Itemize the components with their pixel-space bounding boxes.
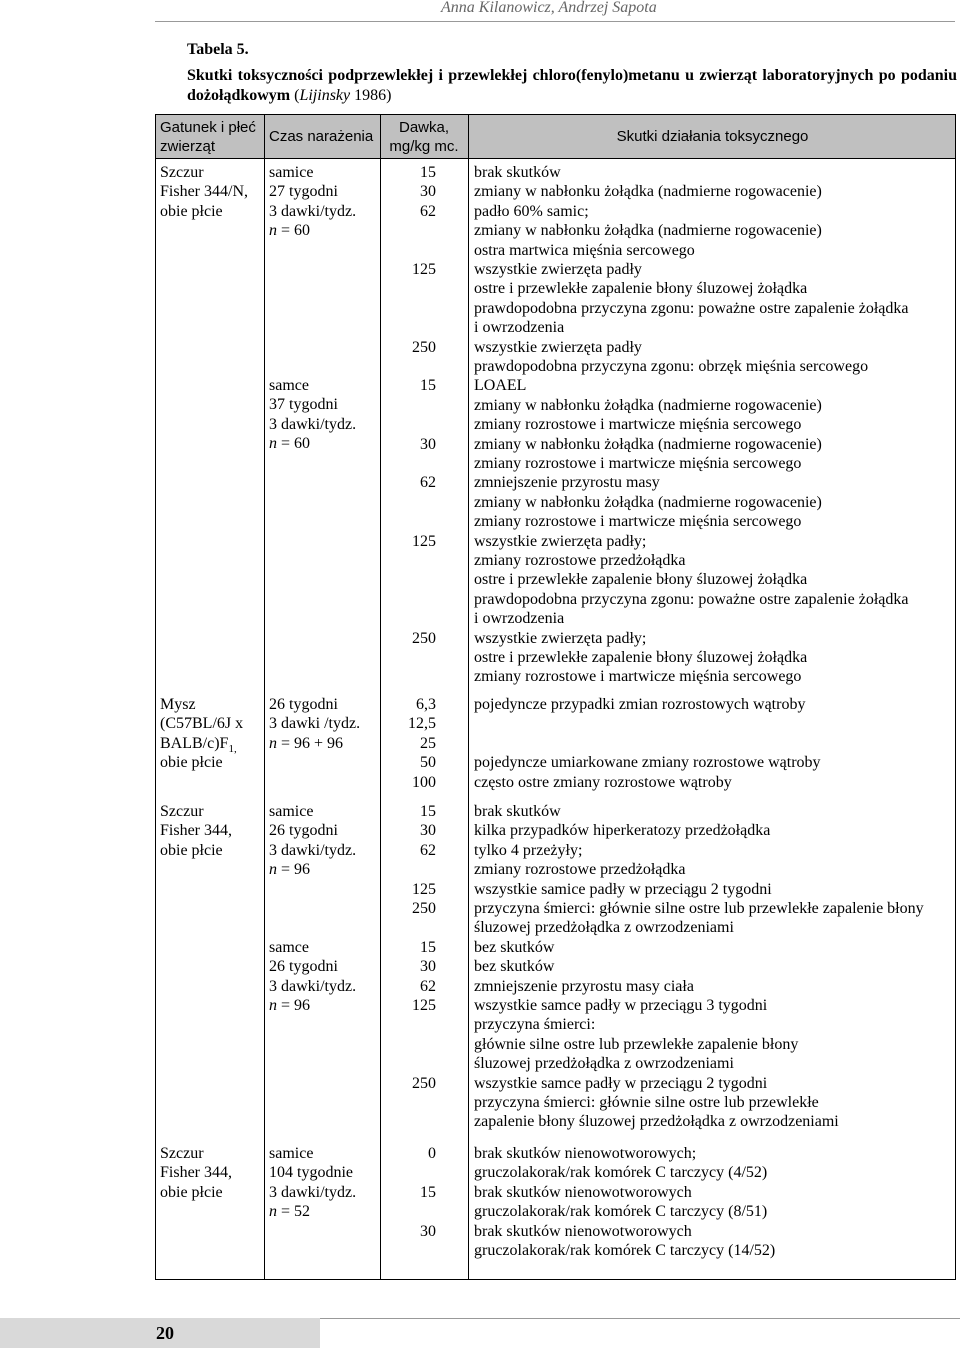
table-label: Tabela 5. [187,41,249,58]
dose-value: 100 [412,773,436,791]
exposure-line: 27 tygodni [269,183,338,201]
dose-value: 15 [420,164,436,181]
species-line: Fisher 344/N, [160,183,248,201]
dose-value: 6,3 [416,696,436,713]
species-cell [160,802,232,860]
species-cell [160,1144,232,1202]
effect-text: przyczyna śmierci: głównie silne ostre lub przewlekłe zapalenie błony [474,900,924,917]
species-line: obie płcie [160,841,223,859]
effect-text: zmiany w nabłonku żołądka (nadmierne rogowacenie) [474,435,822,453]
dose-value: 62 [420,977,436,995]
dose-value: 125 [412,261,436,278]
effect-text: i owrzodzenia [474,319,565,337]
effect-text: wszystkie zwierzęta padły; [474,629,647,647]
dose-value: 250 [412,900,436,917]
effect-text: ostre i przewlekłe zapalenie błony śluzowej żołądka [474,280,808,298]
effect-text: zmiany rozrostowe i martwicze mięśnia sercowego [474,455,802,472]
effect-text: prawdopodobna przyczyna zgonu: poważne ostre zapalenie żołądka [474,590,909,608]
header-species [160,115,264,158]
exposure-line: 104 tygodnie [269,1164,353,1182]
effect-text: tylko 4 przeżyły; [474,841,583,859]
dose-value: 30 [420,958,436,976]
effect-text: bez skutków [474,958,555,976]
exposure-line: 3 dawki /tydz. [269,715,361,733]
table-header-row [156,115,955,159]
species-line: Fisher 344, [160,822,232,840]
exposure-line: n = 60 [269,435,311,453]
species-line: obie płcie [160,202,223,220]
species-line: (C57BL/6J x [160,715,244,733]
exposure-line: samice [269,803,314,820]
exposure-line: samice [269,1145,314,1162]
effect-text: ostra martwica mięśnia sercowego [474,241,695,259]
effect-text: brak skutków nienowotworowych; [474,1145,697,1162]
dose-value: 125 [412,880,436,898]
effect-text: gruczolakorak/rak komórek C tarczycy (14/52) [474,1242,776,1259]
effect-text: przyczyna śmierci: [474,1016,596,1034]
exposure-line: n = 52 [269,1203,311,1221]
effect-text: głównie silne ostre lub przewlekłe zapalenie błony [474,1035,799,1053]
effect-text: zmiany rozrostowe przedżołądka [474,552,686,569]
effect-text: zmiany w nabłonku żołądka (nadmierne rogowacenie) [474,183,822,201]
dose-value: 15 [420,938,436,956]
effect-text: wszystkie zwierzęta padły [474,338,642,356]
effect-text: ostre i przewlekłe zapalenie błony śluzowej żołądka [474,649,808,666]
dose-value: 0 [428,1145,436,1162]
dose-value: 250 [412,1074,436,1092]
effect-text: często ostre zmiany rozrostowe wątroby [474,773,732,791]
footer-rule [320,1318,960,1319]
effect-text: zmiany rozrostowe i martwicze mięśnia sercowego [474,416,802,434]
header-dose [380,115,468,158]
table-source-year: 1986 [354,87,387,104]
exposure-line: n = 96 [269,861,311,879]
exposure-line: samce [269,939,309,956]
effect-text: zmiany rozrostowe i martwicze mięśnia sercowego [474,513,802,531]
dose-value: 12,5 [408,715,436,733]
exposure-line: 3 dawki/tydz. [269,415,357,433]
exposure-cell [269,938,356,1016]
exposure-cell [269,1144,356,1222]
running-header-author: Anna Kilanowicz, Andrzej Sapota [441,0,657,16]
effect-text: wszystkie zwierzęta padły [474,261,642,278]
exposure-line: n = 96 [269,997,311,1015]
exposure-cell [269,695,360,753]
column-divider [264,115,265,1279]
dose-value: 250 [412,629,436,647]
header-exposure-time: Czas narażenia [269,128,374,145]
exposure-line: 3 dawki/tydz. [269,977,357,995]
exposure-cell [269,163,356,241]
effect-text: zmiany w nabłonku żołądka (nadmierne rogowacenie) [474,396,822,414]
exposure-line: 3 dawki/tydz. [269,202,357,220]
dose-value: 62 [420,841,436,859]
dose-value: 15 [420,377,436,395]
effect-text: brak skutków [474,803,561,820]
header-species-line2: zwierząt [160,137,216,155]
table-source: (Lijinsky 1986) [294,87,392,104]
exposure-line: n = 96 + 96 [269,734,344,752]
dose-value: 15 [420,803,436,820]
species-line: Mysz [160,696,196,713]
species-line: Fisher 344, [160,1164,232,1182]
exposure-line: 37 tygodni [269,396,338,414]
dose-value: 50 [420,754,436,772]
exposure-line: 3 dawki/tydz. [269,841,357,859]
header-species-line1: Gatunek i płeć [160,118,256,136]
dose-value: 30 [420,183,436,201]
effect-text: brak skutków nienowotworowych [474,1183,692,1201]
header-dose-line2: mg/kg mc. [389,137,459,155]
header-effects: Skutki działania toksycznego [616,128,809,145]
effect-text: pojedyncze przypadki zmian rozrostowych wątroby [474,696,806,713]
dose-value: 25 [420,734,436,752]
exposure-line: 26 tygodni [269,696,338,713]
effect-text: brak skutków [474,164,561,181]
effect-text: gruczolakorak/rak komórek C tarczycy (4/52) [474,1164,768,1182]
effect-text: zmiany w nabłonku żołądka (nadmierne rogowacenie) [474,222,822,240]
effect-text: wszystkie samice padły w przeciągu 2 tygodni [474,880,772,898]
toxicity-table [155,114,956,1280]
exposure-line: 3 dawki/tydz. [269,1183,357,1201]
effect-text: zapalenie błony śluzowej przedżołądka z owrzodzeniami [474,1113,839,1131]
dose-value: 30 [420,1222,436,1240]
effect-text: wszystkie zwierzęta padły; [474,532,647,550]
header-rule [155,21,955,22]
dose-value: 15 [420,1183,436,1201]
dose-value: 30 [420,822,436,840]
effect-text: prawdopodobna przyczyna zgonu: poważne ostre zapalenie żołądka [474,299,909,317]
exposure-line: 26 tygodni [269,958,338,976]
species-cell [160,695,243,773]
effect-text: brak skutków nienowotworowych [474,1222,692,1240]
exposure-line: n = 60 [269,222,311,240]
dose-value: 62 [420,202,436,220]
page-number: 20 [156,1323,174,1343]
species-line: Szczur [160,1145,204,1162]
species-line: obie płcie [160,754,223,772]
effect-text: zmniejszenie przyrostu masy ciała [474,977,694,995]
species-line: BALB/$c)F_{1,}$ [160,734,237,755]
table-source-author: Lijinsky [299,87,351,104]
effect-text: i owrzodzenia [474,610,565,628]
species-cell [160,163,248,221]
effect-text: przyczyna śmierci: głównie silne ostre lub przewlekłe [474,1094,819,1111]
effect-text: bez skutków [474,938,555,956]
effect-text: zmiany rozrostowe przedżołądka [474,861,686,879]
effect-text: padło 60% samic; [474,202,589,220]
exposure-line: samce [269,377,309,394]
species-line: obie płcie [160,1183,223,1201]
effect-text: prawdopodobna przyczyna zgonu: obrzęk mięśnia sercowego [474,358,869,375]
table-title [187,66,957,106]
dose-value: 125 [412,532,436,550]
effect-text: śluzowej przedżołądka z owrzodzeniami [474,1055,734,1073]
effect-text: gruczolakorak/rak komórek C tarczycy (8/51) [474,1203,768,1221]
species-line: Szczur [160,164,204,181]
effect-text: wszystkie samce padły w przeciągu 3 tygodni [474,997,768,1014]
exposure-cell [269,376,356,454]
dose-value: 30 [420,435,436,453]
dose-value: 125 [412,997,436,1014]
exposure-line: samice [269,164,314,181]
table-title-text: Skutki toksyczności podprzewlekłej i przewlekłej chloro(fenylo)metanu u zwierząt laboratoryjnych po podaniu dożołądkowym [187,67,957,104]
effect-text: zmiany rozrostowe i martwicze mięśnia sercowego [474,668,802,686]
column-divider [380,115,381,1279]
effect-text: zmiany w nabłonku żołądka (nadmierne rogowacenie) [474,493,822,511]
effect-text: śluzowej przedżołądka z owrzodzeniami [474,919,734,937]
effect-text: wszystkie samce padły w przeciągu 2 tygodni [474,1074,768,1092]
effect-text: zmniejszenie przyrostu masy [474,474,660,492]
effect-text: kilka przypadków hiperkeratozy przedżołądka [474,822,771,840]
header-dose-line1: Dawka, [398,118,450,136]
dose-value: 62 [420,474,436,492]
exposure-line: 26 tygodni [269,822,338,840]
effect-text: pojedyncze umiarkowane zmiany rozrostowe wątroby [474,754,821,772]
species-line: Szczur [160,803,204,820]
effect-text: LOAEL [474,377,527,395]
dose-value: 250 [412,338,436,356]
exposure-cell [269,802,356,880]
effect-text: ostre i przewlekłe zapalenie błony śluzowej żołądka [474,571,808,589]
column-divider [468,115,469,1279]
